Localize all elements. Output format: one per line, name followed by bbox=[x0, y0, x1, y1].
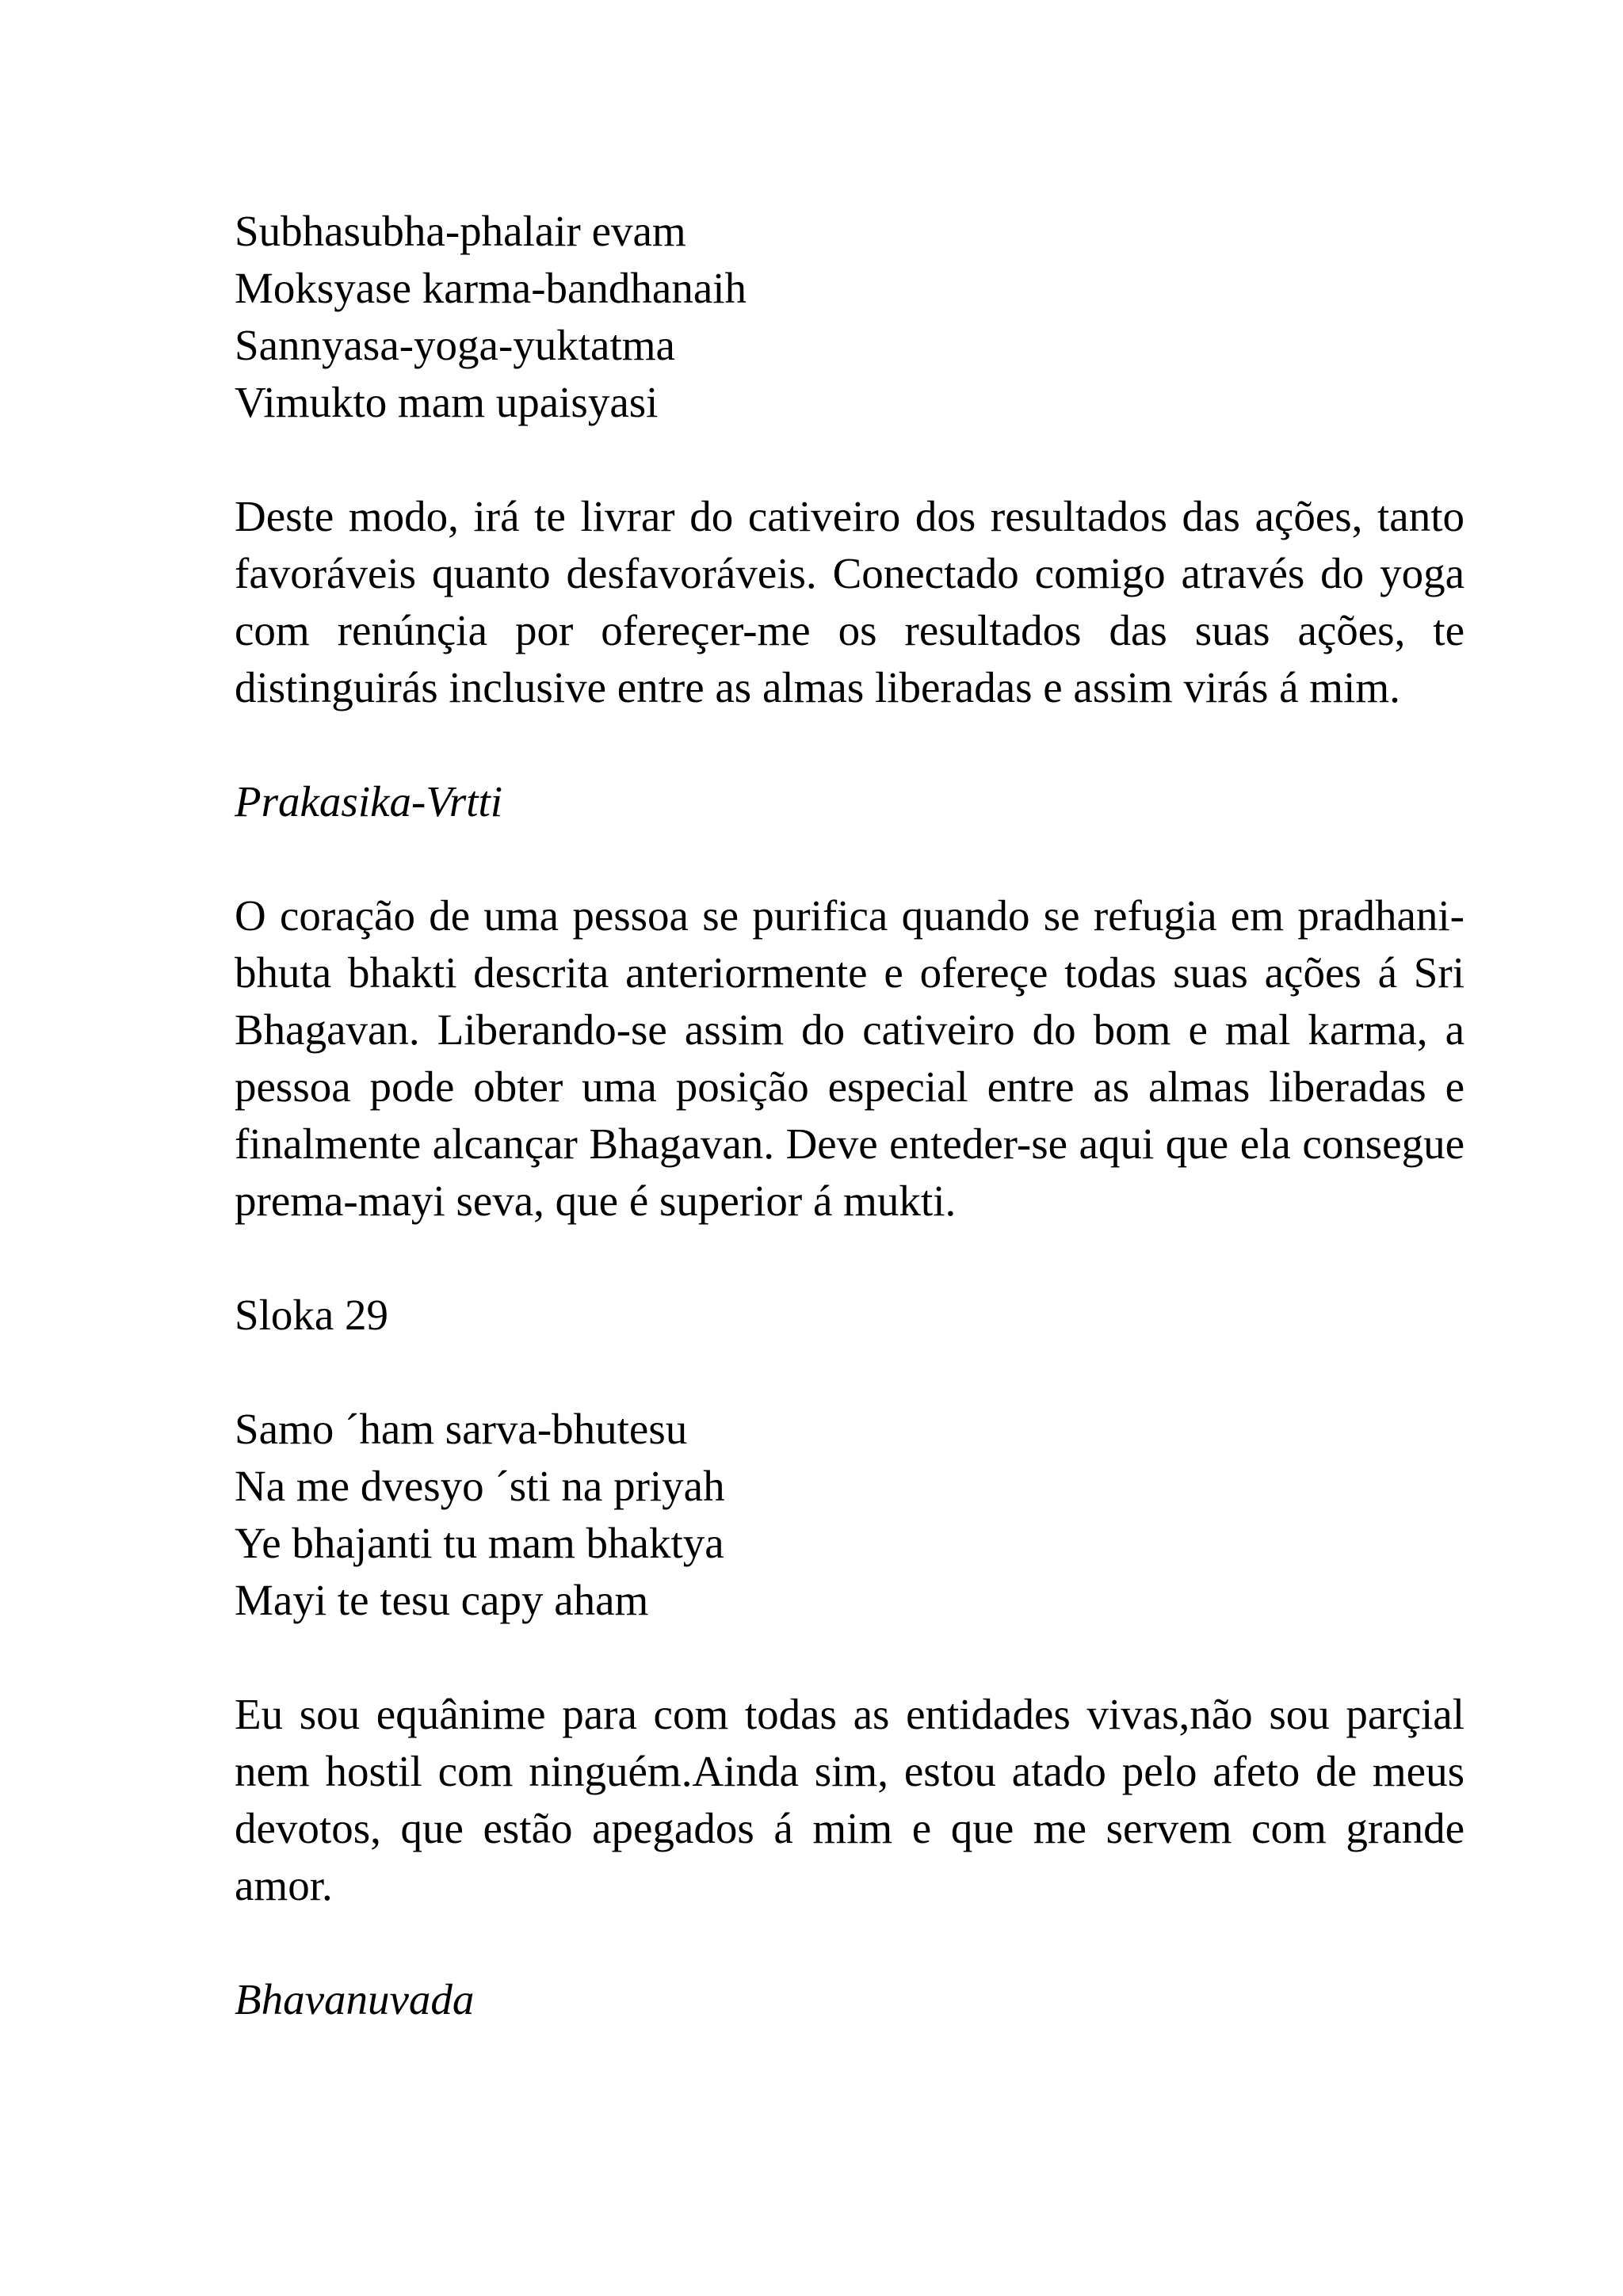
sanskrit-verse-29 bbox=[235, 1401, 1465, 1629]
verse-line: Moksyase karma-bandhanaih bbox=[235, 264, 747, 312]
sanskrit-verse-28 bbox=[235, 203, 1465, 431]
paragraph-spacer bbox=[235, 1230, 1465, 1287]
document-page bbox=[235, 203, 1465, 2028]
paragraph-spacer bbox=[235, 1629, 1465, 1686]
paragraph-spacer bbox=[235, 830, 1465, 887]
verse-line: Vimukto mam upaisyasi bbox=[235, 378, 659, 426]
commentary-paragraph: O coração de uma pessoa se purifica quando se refugia em pradhani-bhuta bhakti descrita anteriormente e ofereçe todas suas ações á Sri Bhagavan. Liberando-se assim do cativeiro do bom e mal karma, a pessoa pode obter uma posição especial entre as almas liberadas e finalmente alcançar Bhagavan. Deve enteder-se aqui que ela consegue prema-mayi seva, que é superior á mukti. bbox=[235, 891, 1465, 1225]
verse-line: Na me dvesyo ´sti na priyah bbox=[235, 1462, 725, 1510]
translation-paragraph-28: Deste modo, irá te livrar do cativeiro dos resultados das ações, tanto favoráveis quanto desfavoráveis. Conectado comigo através do yoga com renúnçia por ofereçer-me os resultados das suas ações, te distinguirás inclusive entre as almas liberadas e assim virás á mim. bbox=[235, 492, 1465, 711]
translation-paragraph-29: Eu sou equânime para com todas as entidades vivas,não sou parçial nem hostil com ninguém.Ainda sim, estou atado pelo afeto de meus devotos, que estão apegados á mim e que me servem com grande amor. bbox=[235, 1690, 1465, 1909]
verse-line: Samo ´ham sarva-bhutesu bbox=[235, 1405, 688, 1453]
verse-line: Subhasubha-phalair evam bbox=[235, 207, 686, 255]
paragraph-spacer bbox=[235, 431, 1465, 488]
paragraph-spacer bbox=[235, 716, 1465, 773]
verse-line: Mayi te tesu capy aham bbox=[235, 1576, 649, 1624]
paragraph-spacer bbox=[235, 1344, 1465, 1401]
sloka-heading: Sloka 29 bbox=[235, 1291, 389, 1339]
bhavanuvada-heading: Bhavanuvada bbox=[235, 1975, 475, 2023]
verse-line: Ye bhajanti tu mam bhaktya bbox=[235, 1519, 724, 1567]
verse-line: Sannyasa-yoga-yuktatma bbox=[235, 321, 675, 369]
commentary-heading: Prakasika-Vrtti bbox=[235, 777, 503, 826]
paragraph-spacer bbox=[235, 1914, 1465, 1971]
